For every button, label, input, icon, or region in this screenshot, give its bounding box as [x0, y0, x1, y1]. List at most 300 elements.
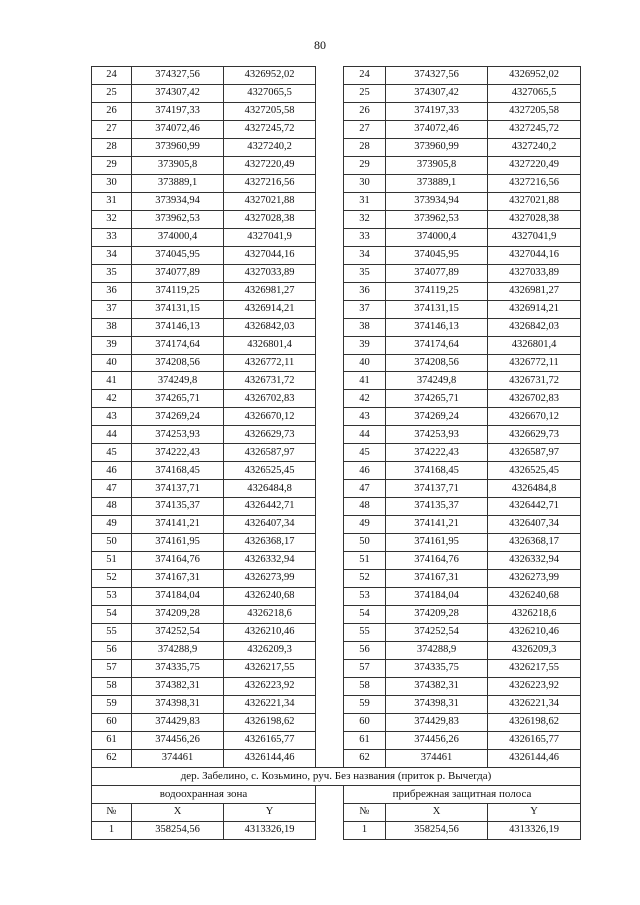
table-gap	[316, 821, 344, 839]
table-row	[92, 156, 581, 174]
right-y-value: 4326842,03	[488, 318, 581, 336]
right-header-number: №	[344, 803, 386, 821]
left-x-value: 374174,64	[132, 336, 224, 354]
left-x-value: 374197,33	[132, 102, 224, 120]
right-y-value: 4327028,38	[488, 210, 581, 228]
right-point-number: 34	[344, 246, 386, 264]
page-number: 80	[314, 38, 326, 52]
right-point-number: 45	[344, 444, 386, 462]
right-y-value: 4326981,27	[488, 282, 581, 300]
table-gap	[316, 749, 344, 767]
right-point-number: 42	[344, 390, 386, 408]
table-gap	[316, 354, 344, 372]
table-row	[92, 84, 581, 102]
left-y-value: 4327245,72	[224, 120, 316, 138]
table-row	[92, 246, 581, 264]
right-x-value: 374307,42	[386, 84, 488, 102]
right-x-value: 374327,56	[386, 67, 488, 85]
left-point-number: 34	[92, 246, 132, 264]
left-x-value: 374208,56	[132, 354, 224, 372]
right-x-value: 374077,89	[386, 264, 488, 282]
right-x-value: 374335,75	[386, 659, 488, 677]
left-x-value: 374164,76	[132, 552, 224, 570]
left-point-number: 30	[92, 174, 132, 192]
left-y-value: 4326484,8	[224, 480, 316, 498]
right-point-number: 25	[344, 84, 386, 102]
table-gap	[316, 192, 344, 210]
table-row	[92, 390, 581, 408]
right-point-number: 40	[344, 354, 386, 372]
right-point-number: 39	[344, 336, 386, 354]
left-point-number: 43	[92, 408, 132, 426]
section-first-row	[92, 821, 581, 839]
right-y-value: 4326218,6	[488, 606, 581, 624]
coordinates-body	[92, 67, 581, 768]
left-y-value: 4326273,99	[224, 570, 316, 588]
left-point-number: 52	[92, 570, 132, 588]
left-x-value: 374327,56	[132, 67, 224, 85]
table-row	[92, 318, 581, 336]
right-y-value: 4326210,46	[488, 624, 581, 642]
left-y-value: 4326144,46	[224, 749, 316, 767]
table-gap	[316, 426, 344, 444]
table-gap	[316, 336, 344, 354]
left-point-number: 37	[92, 300, 132, 318]
left-y-value: 4327220,49	[224, 156, 316, 174]
right-point-number: 36	[344, 282, 386, 300]
right-point-number: 31	[344, 192, 386, 210]
left-point-number: 49	[92, 516, 132, 534]
left-x-value: 374077,89	[132, 264, 224, 282]
left-point-number: 61	[92, 731, 132, 749]
right-y-value: 4327033,89	[488, 264, 581, 282]
left-point-number: 57	[92, 659, 132, 677]
left-x-value: 373934,94	[132, 192, 224, 210]
right-point-number: 28	[344, 138, 386, 156]
right-point-number: 47	[344, 480, 386, 498]
table-row	[92, 677, 581, 695]
left-y-value: 4326223,92	[224, 677, 316, 695]
left-point-number: 27	[92, 120, 132, 138]
left-y-value: 4326731,72	[224, 372, 316, 390]
left-x-value: 374167,31	[132, 570, 224, 588]
table-gap	[316, 318, 344, 336]
right-y-value: 4326221,34	[488, 695, 581, 713]
table-row	[92, 498, 581, 516]
left-y-value: 4327240,2	[224, 138, 316, 156]
table-row	[92, 516, 581, 534]
right-y-value: 4326525,45	[488, 462, 581, 480]
left-y-value: 4326407,34	[224, 516, 316, 534]
table-row	[92, 588, 581, 606]
left-x-value: 373960,99	[132, 138, 224, 156]
left-x-value: 374168,45	[132, 462, 224, 480]
table-gap	[316, 462, 344, 480]
left-x-value: 374222,43	[132, 444, 224, 462]
left-point-number: 32	[92, 210, 132, 228]
left-x-value: 358254,56	[132, 821, 224, 839]
right-x-value: 374164,76	[386, 552, 488, 570]
left-y-value: 4326442,71	[224, 498, 316, 516]
table-row	[92, 552, 581, 570]
table-gap	[316, 138, 344, 156]
table-gap	[316, 534, 344, 552]
left-point-number: 1	[92, 821, 132, 839]
table-gap	[316, 444, 344, 462]
left-y-value: 4326670,12	[224, 408, 316, 426]
right-point-number: 38	[344, 318, 386, 336]
table-gap	[316, 67, 344, 85]
table-row	[92, 174, 581, 192]
table-gap	[316, 246, 344, 264]
left-x-value: 374288,9	[132, 642, 224, 660]
table-row	[92, 264, 581, 282]
right-x-value: 374429,83	[386, 713, 488, 731]
left-x-value: 374000,4	[132, 228, 224, 246]
right-point-number: 51	[344, 552, 386, 570]
right-point-number: 1	[344, 821, 386, 839]
left-point-number: 50	[92, 534, 132, 552]
right-x-value: 374456,26	[386, 731, 488, 749]
left-x-value: 374456,26	[132, 731, 224, 749]
left-point-number: 24	[92, 67, 132, 85]
table-gap	[316, 624, 344, 642]
right-y-value: 4326144,46	[488, 749, 581, 767]
table-gap	[316, 552, 344, 570]
left-header-number: №	[92, 803, 132, 821]
table-gap	[316, 803, 344, 821]
table-row	[92, 749, 581, 767]
left-x-value: 374382,31	[132, 677, 224, 695]
left-header-y: Y	[224, 803, 316, 821]
right-point-number: 41	[344, 372, 386, 390]
left-y-value: 4326165,77	[224, 731, 316, 749]
table-gap	[316, 606, 344, 624]
right-x-value: 374461	[386, 749, 488, 767]
left-point-number: 44	[92, 426, 132, 444]
right-x-value: 374209,28	[386, 606, 488, 624]
table-row	[92, 731, 581, 749]
table-row	[92, 228, 581, 246]
table-gap	[316, 390, 344, 408]
table-row	[92, 480, 581, 498]
right-point-number: 48	[344, 498, 386, 516]
left-x-value: 374461	[132, 749, 224, 767]
right-x-value: 374131,15	[386, 300, 488, 318]
table-gap	[316, 282, 344, 300]
right-x-value: 374253,93	[386, 426, 488, 444]
table-gap	[316, 642, 344, 660]
left-y-value: 4326368,17	[224, 534, 316, 552]
table-gap	[316, 480, 344, 498]
right-point-number: 35	[344, 264, 386, 282]
right-point-number: 43	[344, 408, 386, 426]
right-point-number: 52	[344, 570, 386, 588]
right-y-value: 4326801,4	[488, 336, 581, 354]
right-y-value: 4326731,72	[488, 372, 581, 390]
right-y-value: 4327205,58	[488, 102, 581, 120]
left-y-value: 4326772,11	[224, 354, 316, 372]
table-gap	[316, 228, 344, 246]
right-y-value: 4326914,21	[488, 300, 581, 318]
table-row	[92, 336, 581, 354]
right-x-value: 374167,31	[386, 570, 488, 588]
right-y-value: 4326368,17	[488, 534, 581, 552]
table-gap	[316, 498, 344, 516]
table-gap	[316, 713, 344, 731]
left-point-number: 42	[92, 390, 132, 408]
left-y-value: 4327205,58	[224, 102, 316, 120]
table-row	[92, 444, 581, 462]
left-x-value: 374045,95	[132, 246, 224, 264]
left-point-number: 28	[92, 138, 132, 156]
table-gap	[316, 120, 344, 138]
left-x-value: 374146,13	[132, 318, 224, 336]
right-point-number: 58	[344, 677, 386, 695]
right-x-value: 374382,31	[386, 677, 488, 695]
coordinates-table	[91, 66, 581, 840]
right-y-value: 4326240,68	[488, 588, 581, 606]
table-row	[92, 300, 581, 318]
right-x-value: 374161,95	[386, 534, 488, 552]
right-x-value: 374398,31	[386, 695, 488, 713]
left-y-value: 4327021,88	[224, 192, 316, 210]
left-x-value: 374265,71	[132, 390, 224, 408]
right-y-value: 4326442,71	[488, 498, 581, 516]
table-gap	[316, 84, 344, 102]
section-caption: дер. Забелино, с. Козьмино, руч. Без названия (приток р. Вычегда)	[92, 767, 581, 785]
right-point-number: 53	[344, 588, 386, 606]
right-x-value: 374000,4	[386, 228, 488, 246]
left-x-value: 374161,95	[132, 534, 224, 552]
right-y-value: 4326629,73	[488, 426, 581, 444]
right-point-number: 54	[344, 606, 386, 624]
left-header-x: X	[132, 803, 224, 821]
left-y-value: 4326221,34	[224, 695, 316, 713]
left-point-number: 54	[92, 606, 132, 624]
table-gap	[316, 408, 344, 426]
right-x-value: 374288,9	[386, 642, 488, 660]
table-gap	[316, 300, 344, 318]
right-y-value: 4327220,49	[488, 156, 581, 174]
right-y-value: 4326587,97	[488, 444, 581, 462]
left-y-value: 4327028,38	[224, 210, 316, 228]
right-y-value: 4326702,83	[488, 390, 581, 408]
left-x-value: 374269,24	[132, 408, 224, 426]
right-header-y: Y	[488, 803, 581, 821]
right-point-number: 44	[344, 426, 386, 444]
right-point-number: 29	[344, 156, 386, 174]
left-x-value: 374184,04	[132, 588, 224, 606]
left-point-number: 56	[92, 642, 132, 660]
right-x-value: 373905,8	[386, 156, 488, 174]
right-x-value: 374222,43	[386, 444, 488, 462]
right-y-value: 4326165,77	[488, 731, 581, 749]
left-y-value: 4326240,68	[224, 588, 316, 606]
left-y-value: 4326702,83	[224, 390, 316, 408]
right-point-number: 37	[344, 300, 386, 318]
right-point-number: 24	[344, 67, 386, 85]
table-gap	[316, 210, 344, 228]
left-point-number: 46	[92, 462, 132, 480]
right-x-value: 373934,94	[386, 192, 488, 210]
table-row	[92, 462, 581, 480]
right-y-value: 4326952,02	[488, 67, 581, 85]
left-x-value: 374253,93	[132, 426, 224, 444]
left-point-number: 45	[92, 444, 132, 462]
table-row	[92, 642, 581, 660]
left-point-number: 47	[92, 480, 132, 498]
table-gap	[316, 174, 344, 192]
right-y-value: 4327044,16	[488, 246, 581, 264]
left-y-value: 4326914,21	[224, 300, 316, 318]
table-row	[92, 624, 581, 642]
right-point-number: 27	[344, 120, 386, 138]
table-row	[92, 713, 581, 731]
left-point-number: 26	[92, 102, 132, 120]
left-point-number: 33	[92, 228, 132, 246]
right-x-value: 373889,1	[386, 174, 488, 192]
table-row	[92, 426, 581, 444]
left-point-number: 31	[92, 192, 132, 210]
left-y-value: 4327216,56	[224, 174, 316, 192]
left-y-value: 4326210,46	[224, 624, 316, 642]
right-point-number: 59	[344, 695, 386, 713]
left-x-value: 374135,37	[132, 498, 224, 516]
table-row	[92, 67, 581, 85]
left-y-value: 4326217,55	[224, 659, 316, 677]
right-y-value: 4326772,11	[488, 354, 581, 372]
left-y-value: 4326952,02	[224, 67, 316, 85]
right-y-value: 4326670,12	[488, 408, 581, 426]
left-y-value: 4327033,89	[224, 264, 316, 282]
left-y-value: 4326332,94	[224, 552, 316, 570]
left-y-value: 4326525,45	[224, 462, 316, 480]
right-x-value: 374137,71	[386, 480, 488, 498]
left-x-value: 374307,42	[132, 84, 224, 102]
table-row	[92, 138, 581, 156]
table-row	[92, 372, 581, 390]
table-row	[92, 354, 581, 372]
left-point-number: 55	[92, 624, 132, 642]
left-point-number: 51	[92, 552, 132, 570]
left-y-value: 4326801,4	[224, 336, 316, 354]
table-gap	[316, 570, 344, 588]
right-point-number: 46	[344, 462, 386, 480]
zone-titles-row	[92, 785, 581, 803]
right-y-value: 4327041,9	[488, 228, 581, 246]
section-block	[92, 767, 581, 839]
right-x-value: 373962,53	[386, 210, 488, 228]
right-x-value: 374184,04	[386, 588, 488, 606]
right-x-value: 374249,8	[386, 372, 488, 390]
right-y-value: 4327216,56	[488, 174, 581, 192]
table-row	[92, 210, 581, 228]
right-x-value: 374174,64	[386, 336, 488, 354]
right-point-number: 30	[344, 174, 386, 192]
left-point-number: 62	[92, 749, 132, 767]
right-y-value: 4327065,5	[488, 84, 581, 102]
table-gap	[316, 785, 344, 803]
left-point-number: 59	[92, 695, 132, 713]
right-y-value: 4326273,99	[488, 570, 581, 588]
right-x-value: 374045,95	[386, 246, 488, 264]
left-x-value: 374209,28	[132, 606, 224, 624]
section-caption-row	[92, 767, 581, 785]
right-x-value: 358254,56	[386, 821, 488, 839]
right-y-value: 4326223,92	[488, 677, 581, 695]
right-point-number: 55	[344, 624, 386, 642]
left-x-value: 374119,25	[132, 282, 224, 300]
table-row	[92, 102, 581, 120]
right-point-number: 62	[344, 749, 386, 767]
right-y-value: 4327021,88	[488, 192, 581, 210]
right-point-number: 56	[344, 642, 386, 660]
right-y-value: 4326217,55	[488, 659, 581, 677]
right-y-value: 4326209,3	[488, 642, 581, 660]
left-y-value: 4327044,16	[224, 246, 316, 264]
left-point-number: 48	[92, 498, 132, 516]
column-headers-row	[92, 803, 581, 821]
right-header-x: X	[386, 803, 488, 821]
left-point-number: 39	[92, 336, 132, 354]
left-point-number: 36	[92, 282, 132, 300]
right-x-value: 374168,45	[386, 462, 488, 480]
table-row	[92, 120, 581, 138]
right-x-value: 374146,13	[386, 318, 488, 336]
left-x-value: 374252,54	[132, 624, 224, 642]
table-gap	[316, 659, 344, 677]
left-x-value: 374072,46	[132, 120, 224, 138]
right-y-value: 4327245,72	[488, 120, 581, 138]
table-gap	[316, 372, 344, 390]
left-x-value: 373889,1	[132, 174, 224, 192]
right-y-value: 4327240,2	[488, 138, 581, 156]
left-x-value: 373905,8	[132, 156, 224, 174]
table-row	[92, 408, 581, 426]
table-gap	[316, 731, 344, 749]
table-row	[92, 695, 581, 713]
table-row	[92, 192, 581, 210]
left-y-value: 4326981,27	[224, 282, 316, 300]
table-gap	[316, 588, 344, 606]
left-y-value: 4313326,19	[224, 821, 316, 839]
right-point-number: 32	[344, 210, 386, 228]
right-x-value: 373960,99	[386, 138, 488, 156]
left-y-value: 4326587,97	[224, 444, 316, 462]
right-y-value: 4326332,94	[488, 552, 581, 570]
right-point-number: 57	[344, 659, 386, 677]
table-row	[92, 282, 581, 300]
left-x-value: 374398,31	[132, 695, 224, 713]
table-gap	[316, 102, 344, 120]
left-point-number: 60	[92, 713, 132, 731]
left-point-number: 38	[92, 318, 132, 336]
left-point-number: 40	[92, 354, 132, 372]
right-x-value: 374269,24	[386, 408, 488, 426]
table-row	[92, 659, 581, 677]
table-gap	[316, 156, 344, 174]
left-x-value: 374429,83	[132, 713, 224, 731]
left-x-value: 374141,21	[132, 516, 224, 534]
left-point-number: 35	[92, 264, 132, 282]
left-point-number: 29	[92, 156, 132, 174]
table-gap	[316, 677, 344, 695]
left-point-number: 58	[92, 677, 132, 695]
coastal-protection-strip-title: прибрежная защитная полоса	[344, 785, 581, 803]
right-x-value: 374265,71	[386, 390, 488, 408]
right-point-number: 49	[344, 516, 386, 534]
